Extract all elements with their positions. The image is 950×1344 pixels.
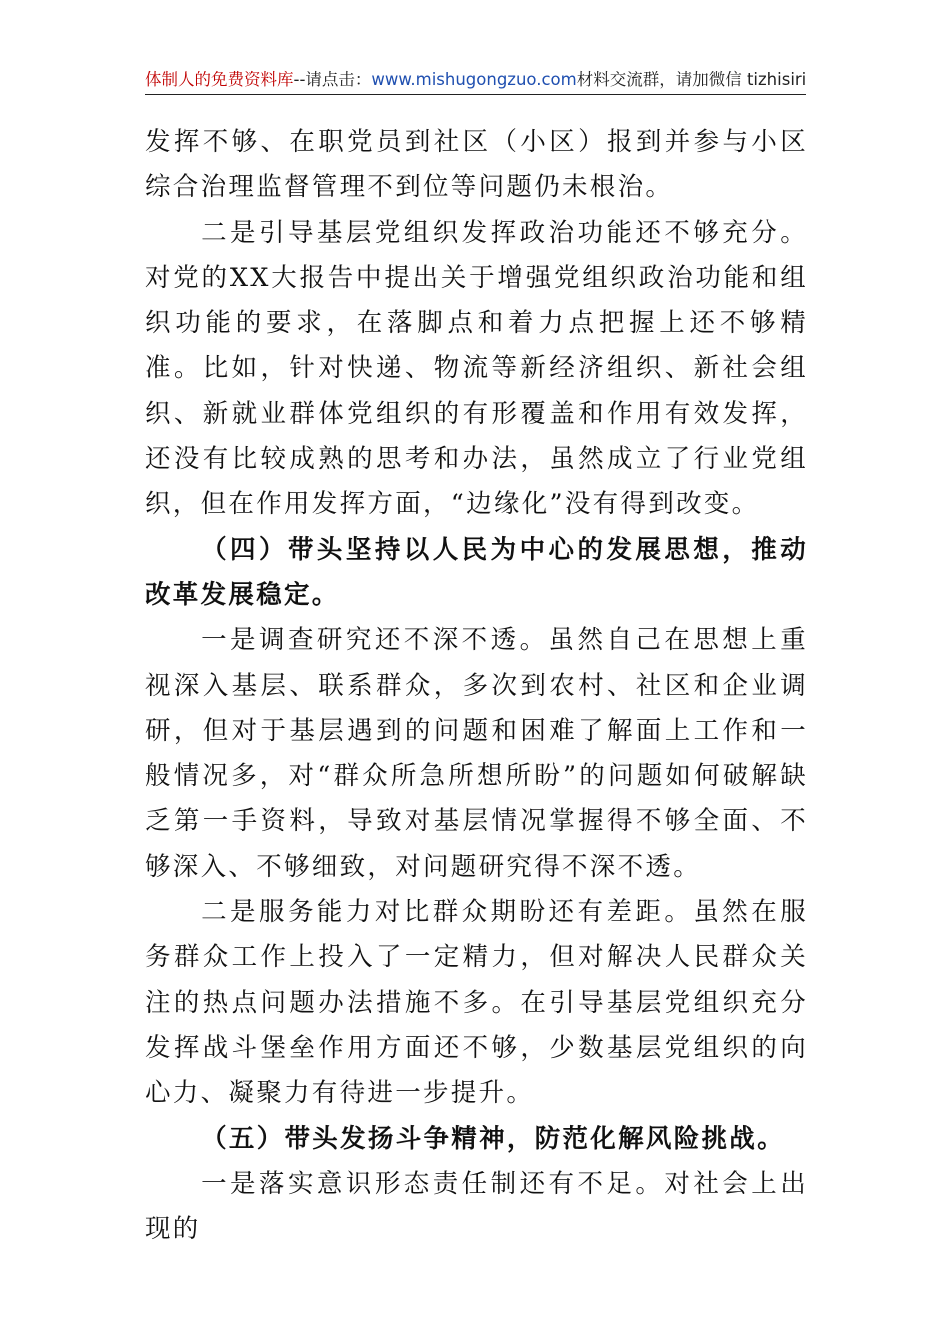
body-paragraph: 发挥不够、在职党员到社区（小区）报到并参与小区综合治理监督管理不到位等问题仍未根治。 <box>145 127 808 203</box>
body-paragraph: 一是调查研究还不深不透。虽然自己在思想上重视深入基层、联系群众，多次到农村、社区和企业调研，但对于基层遇到的问题和困难了解面上工作和一般情况多，对“群众所急所想所盼”的问题如何破解缺乏第一手资料，导致对基层情况掌握得不够全面、不够深入、不够细致，对问题研究得不深不透。 <box>145 625 808 882</box>
page-header <box>145 68 806 95</box>
header-url-link[interactable]: www.mishugongzuo.com <box>371 70 577 89</box>
body-paragraph: 二是引导基层党组织发挥政治功能还不够充分。对党的XX大报告中提出关于增强党组织政治功能和组织功能的要求，在落脚点和着力点把握上还不够精准。比如，针对快递、物流等新经济组织、新社会组织、新就业群体党组织的有形覆盖和作用有效发挥，还没有比较成熟的思考和办法，虽然成立了行业党组织，但在作用发挥方面，“边缘化”没有得到改变。 <box>145 217 808 520</box>
section-heading: （五）带头发扬斗争精神，防范化解风险挑战。 <box>201 1123 785 1154</box>
body-paragraph: 一是落实意识形态责任制还有不足。对社会上出现的 <box>145 1168 808 1245</box>
header-tail: 材料交流群，请加微信 tizhisiri <box>576 70 806 89</box>
section-heading: （四）带头坚持以人民为中心的发展思想，推动改革发展稳定。 <box>145 534 808 610</box>
header-brand: 体制人的免费资料库 <box>145 70 294 89</box>
body-paragraph: 二是服务能力对比群众期盼还有差距。虽然在服务群众工作上投入了一定精力，但对解决人民群众关注的热点问题办法措施不多。在引导基层党组织充分发挥战斗堡垒作用方面还不够，少数基层党组织的向心力、凝聚力有待进一步提升。 <box>145 897 808 1109</box>
document-body <box>145 120 808 1252</box>
header-prompt: --请点击： <box>293 70 372 89</box>
